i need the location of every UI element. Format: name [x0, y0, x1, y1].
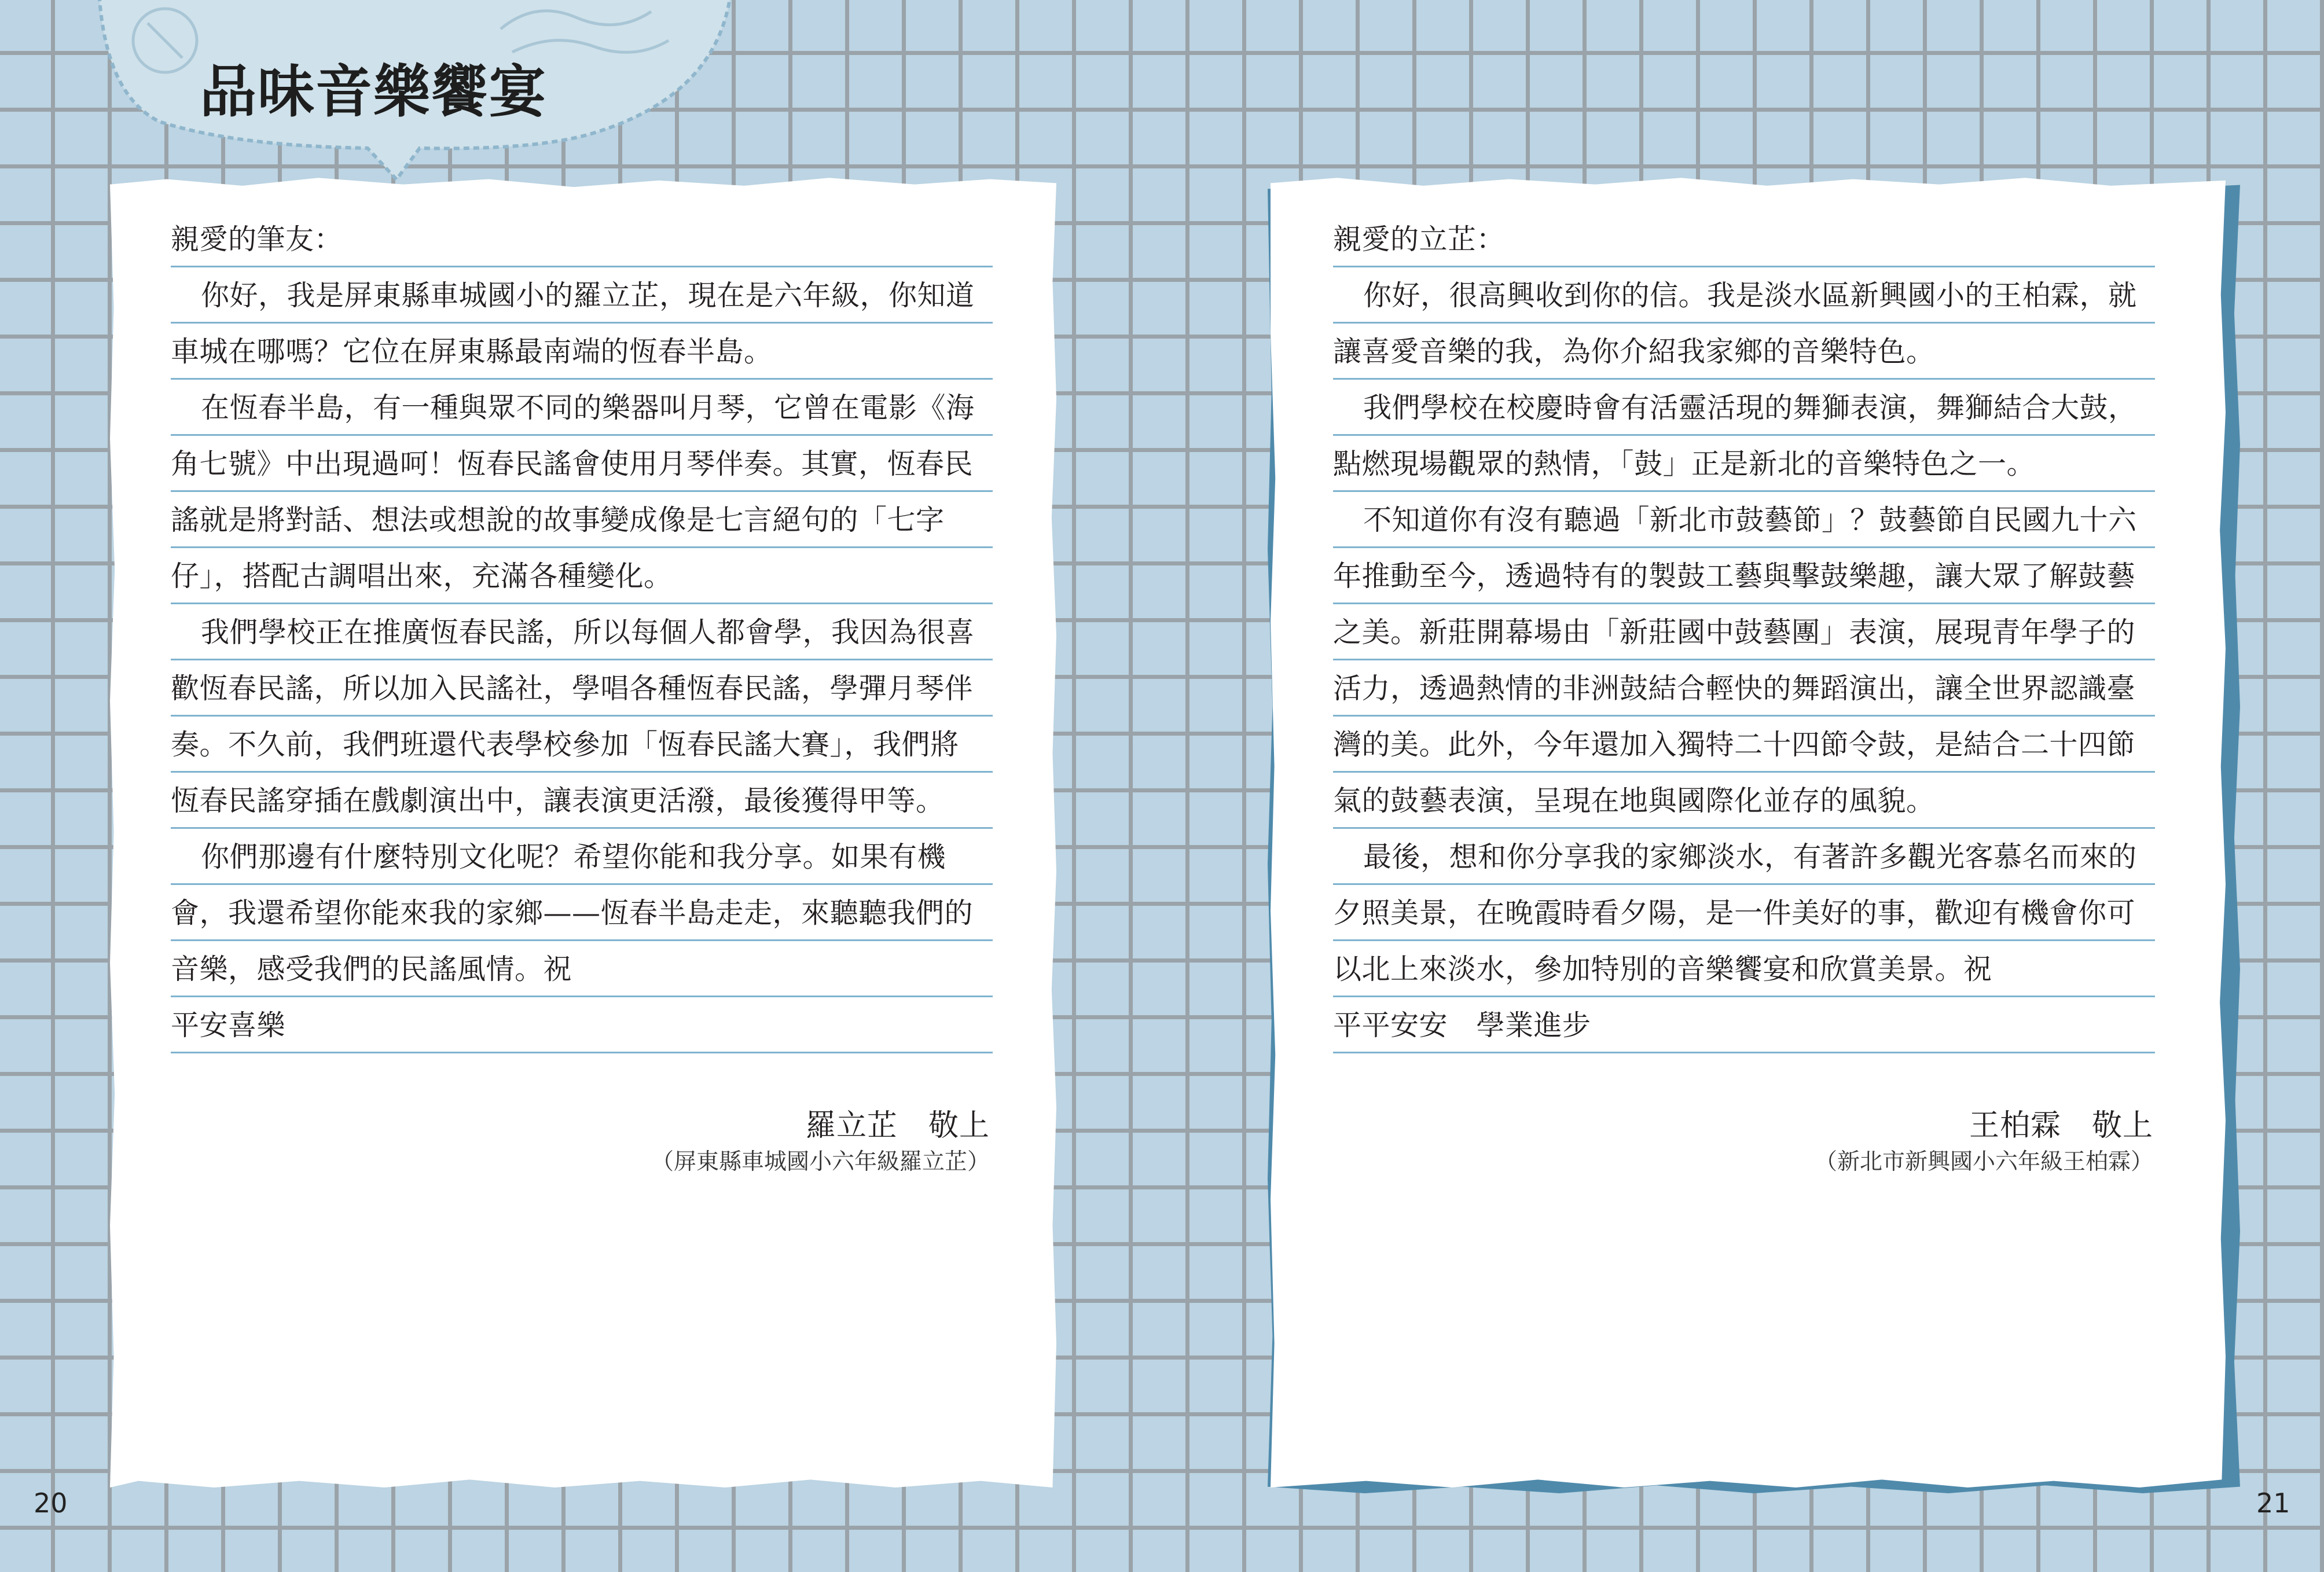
- letter-line: 讓喜愛音樂的我，為你介紹我家鄉的音樂特色。: [1333, 324, 2155, 380]
- letter-line: 在恆春半島，有一種與眾不同的樂器叫月琴，它曾在電影《海: [171, 380, 993, 436]
- page-number-left: 20: [34, 1487, 68, 1519]
- letter-line: 車城在哪嗎？它位在屏東縣最南端的恆春半島。: [171, 324, 993, 380]
- letter-line: 仔」，搭配古調唱出來，充滿各種變化。: [171, 548, 993, 604]
- letter-line: 會，我還希望你能來我的家鄉——恆春半島走走，來聽聽我們的: [171, 885, 993, 941]
- left-letter: [171, 211, 993, 1053]
- letter-line: 你們那邊有什麼特別文化呢？希望你能和我分享。如果有機: [171, 829, 993, 885]
- letter-line: 灣的美。此外，今年還加入獨特二十四節令鼓，是結合二十四節: [1333, 717, 2155, 773]
- letter-closing: 平安喜樂: [171, 997, 993, 1053]
- letter-line: 點燃現場觀眾的熱情，「鼓」正是新北的音樂特色之一。: [1333, 436, 2155, 492]
- letter-line: 你好，我是屏東縣車城國小的羅立芷，現在是六年級，你知道: [171, 267, 993, 324]
- letter-line: 以北上來淡水，參加特別的音樂饗宴和欣賞美景。祝: [1333, 941, 2155, 997]
- letter-line: 氣的鼓藝表演，呈現在地與國際化並存的風貌。: [1333, 773, 2155, 829]
- right-signature: [1569, 1105, 2153, 1178]
- letter-line: 角七號》中出現過呵！恆春民謠會使用月琴伴奏。其實，恆春民: [171, 436, 993, 492]
- letter-line: 夕照美景，在晚霞時看夕陽，是一件美好的事，歡迎有機會你可: [1333, 885, 2155, 941]
- letter-line: 之美。新莊開幕場由「新莊國中鼓藝團」表演，展現青年學子的: [1333, 604, 2155, 660]
- signature-name: 王柏霖 敬上: [1969, 1108, 2153, 1143]
- letter-closing: 平平安安 學業進步: [1333, 997, 2155, 1053]
- page-number-right: 21: [2256, 1487, 2290, 1519]
- signature-note: （新北市新興國小六年級王柏霖）: [1814, 1149, 2153, 1175]
- letter-line: 不知道你有沒有聽過「新北市鼓藝節」？鼓藝節自民國九十六: [1333, 492, 2155, 548]
- letter-line: 最後，想和你分享我的家鄉淡水，有著許多觀光客慕名而來的: [1333, 829, 2155, 885]
- letter-line: 恆春民謠穿插在戲劇演出中，讓表演更活潑，最後獲得甲等。: [171, 773, 993, 829]
- right-letter: [1333, 211, 2155, 1053]
- letter-line: 奏。不久前，我們班還代表學校參加「恆春民謠大賽」，我們將: [171, 717, 993, 773]
- page-title: 品味音樂饗宴: [200, 59, 548, 125]
- letter-line: 我們學校在校慶時會有活靈活現的舞獅表演，舞獅結合大鼓，: [1333, 380, 2155, 436]
- left-signature: [405, 1105, 990, 1178]
- letter-line: 年推動至今，透過特有的製鼓工藝與擊鼓樂趣，讓大眾了解鼓藝: [1333, 548, 2155, 604]
- letter-line: 謠就是將對話、想法或想說的故事變成像是七言絕句的「七字: [171, 492, 993, 548]
- signature-note: （屏東縣車城國小六年級羅立芷）: [651, 1149, 990, 1175]
- signature-name: 羅立芷 敬上: [805, 1108, 990, 1143]
- letter-line: 我們學校正在推廣恆春民謠，所以每個人都會學，我因為很喜: [171, 604, 993, 660]
- letter-line: 歡恆春民謠，所以加入民謠社，學唱各種恆春民謠，學彈月琴伴: [171, 660, 993, 717]
- letter-line: 你好，很高興收到你的信。我是淡水區新興國小的王柏霖，就: [1333, 267, 2155, 324]
- letter-line: 音樂，感受我們的民謠風情。祝: [171, 941, 993, 997]
- letter-line: 親愛的立芷：: [1333, 211, 2155, 267]
- letter-line: 活力，透過熱情的非洲鼓結合輕快的舞蹈演出，讓全世界認識臺: [1333, 660, 2155, 717]
- letter-line: 親愛的筆友：: [171, 211, 993, 267]
